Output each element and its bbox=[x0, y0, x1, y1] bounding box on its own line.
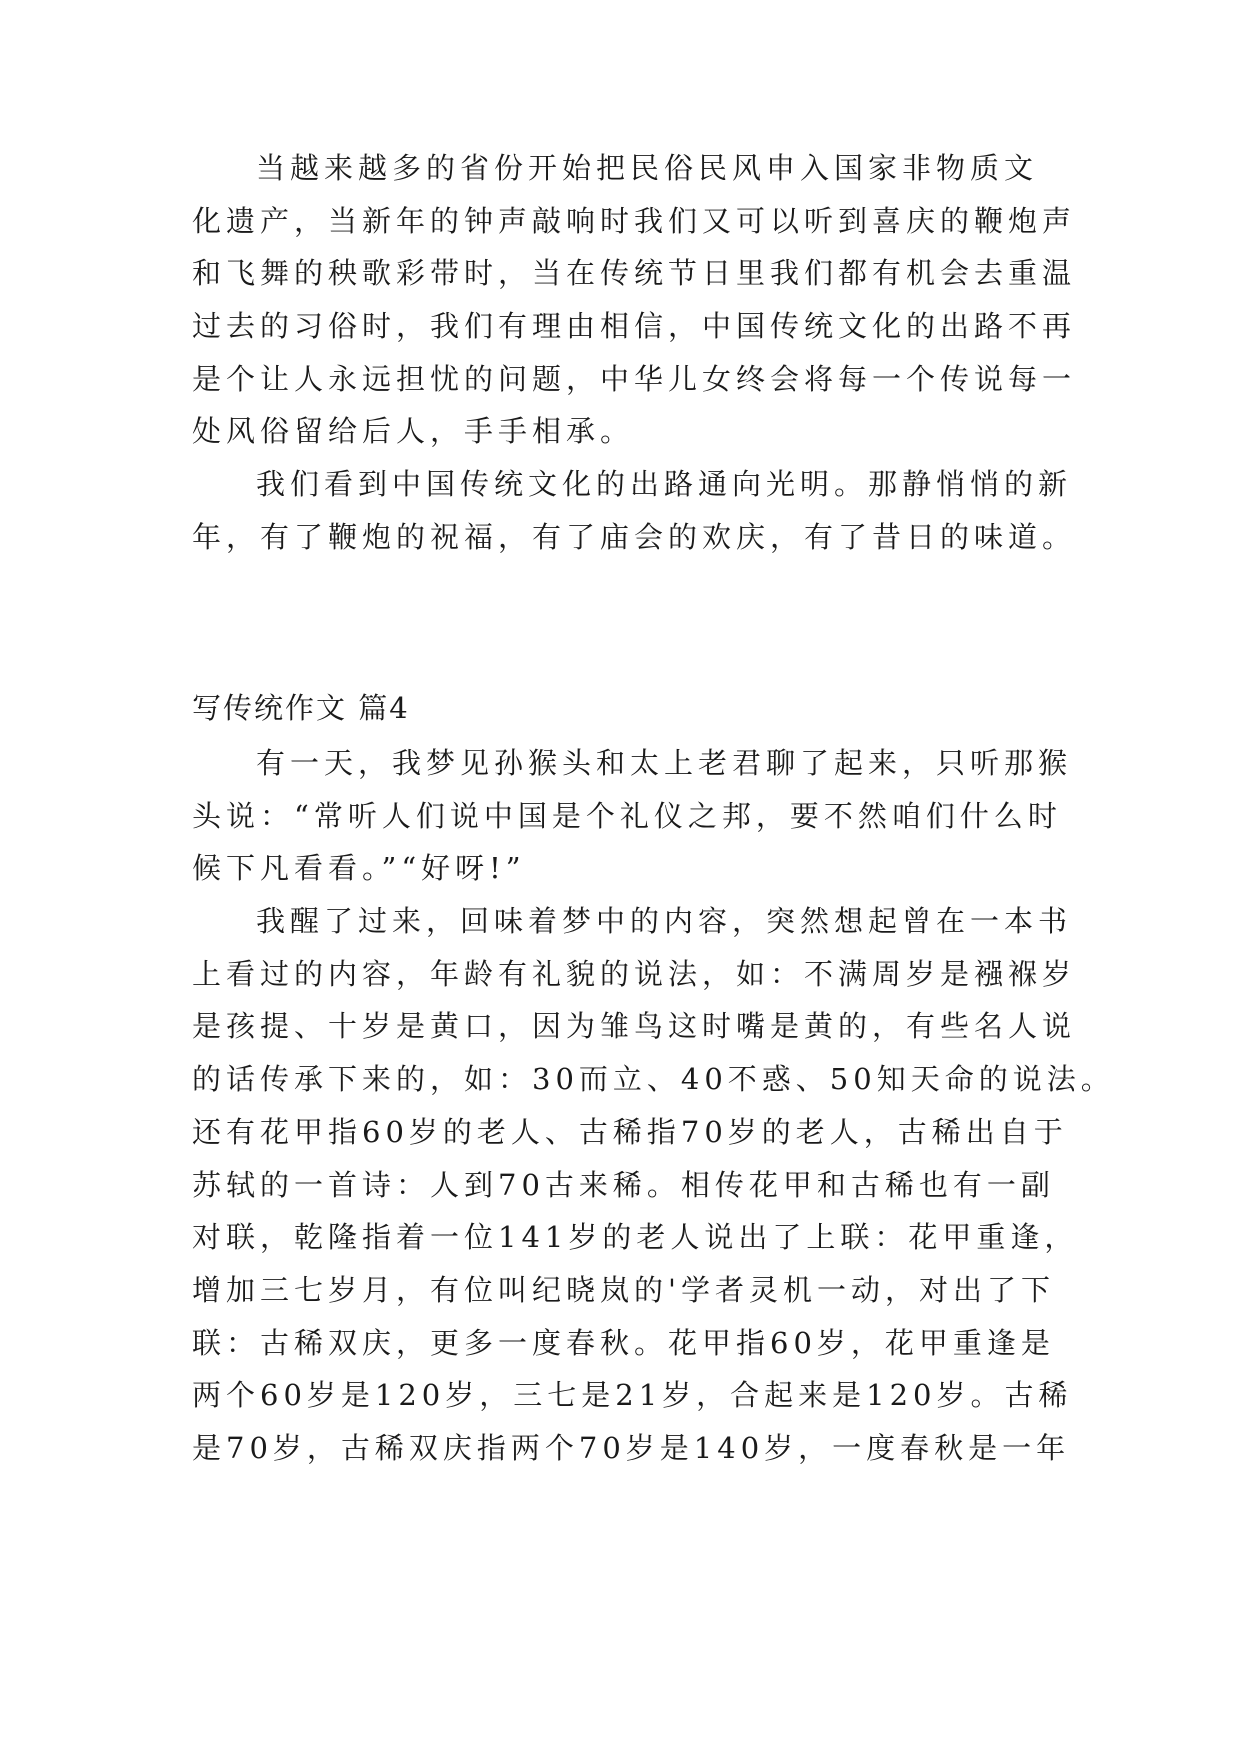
text-line: 有一天，我梦见孙猴头和太上老君聊了起来，只听那猴 bbox=[256, 746, 1073, 780]
text-line: 我们看到中国传统文化的出路通向光明。那静悄悄的新 bbox=[256, 467, 1073, 502]
text-line: 两个60岁是120岁，三七是21岁，合起来是120岁。古稀 bbox=[192, 1378, 1073, 1413]
section-heading: 写传统作文 篇4 bbox=[192, 691, 410, 725]
text-line: 我醒了过来，回味着梦中的内容，突然想起曾在一本书 bbox=[256, 904, 1073, 939]
text-line: 是孩提、十岁是黄口，因为雏鸟这时嘴是黄的，有些名人说 bbox=[192, 1009, 1077, 1044]
text-line: 的话传承下来的，如：30而立、40不惑、50知天命的说法。 bbox=[192, 1062, 1115, 1097]
text-line: 处风俗留给后人，手手相承。 bbox=[192, 414, 635, 449]
text-line: 过去的习俗时，我们有理由相信，中国传统文化的出路不再 bbox=[192, 309, 1077, 344]
text-line: 苏轼的一首诗：人到70古来稀。相传花甲和古稀也有一副 bbox=[192, 1167, 1055, 1202]
section-b-text bbox=[192, 737, 1115, 1475]
text-line: 增加三七岁月，有位叫纪晓岚的'学者灵机一动，对出了下 bbox=[192, 1272, 1055, 1307]
text-line: 是70岁，古稀双庆指两个70岁是140岁，一度春秋是一年 bbox=[192, 1430, 1071, 1465]
text-line: 是个让人永远担忧的问题，中华儿女终会将每一个传说每一 bbox=[192, 361, 1077, 396]
text-line: 和飞舞的秧歌彩带时，当在传统节日里我们都有机会去重温 bbox=[192, 256, 1077, 291]
text-line: 年，有了鞭炮的祝福，有了庙会的欢庆，有了昔日的味道。 bbox=[192, 519, 1077, 554]
text-line: 候下凡看看。”“好呀!” bbox=[192, 851, 526, 886]
text-line: 头说：“常听人们说中国是个礼仪之邦，要不然咱们什么时 bbox=[192, 798, 1062, 833]
text-line: 当越来越多的省份开始把民俗民风申入国家非物质文 bbox=[256, 151, 1039, 185]
text-line: 化遗产，当新年的钟声敲响时我们又可以听到喜庆的鞭炮声 bbox=[192, 203, 1077, 238]
section-a-text bbox=[192, 142, 1077, 564]
text-line: 对联，乾隆指着一位141岁的老人说出了上联：花甲重逢， bbox=[192, 1220, 1079, 1255]
text-line: 上看过的内容，年龄有礼貌的说法，如：不满周岁是襁褓岁 bbox=[192, 956, 1077, 991]
text-line: 还有花甲指60岁的老人、古稀指70岁的老人，古稀出自于 bbox=[192, 1114, 1068, 1149]
text-line: 联：古稀双庆，更多一度春秋。花甲指60岁，花甲重逢是 bbox=[192, 1325, 1055, 1360]
